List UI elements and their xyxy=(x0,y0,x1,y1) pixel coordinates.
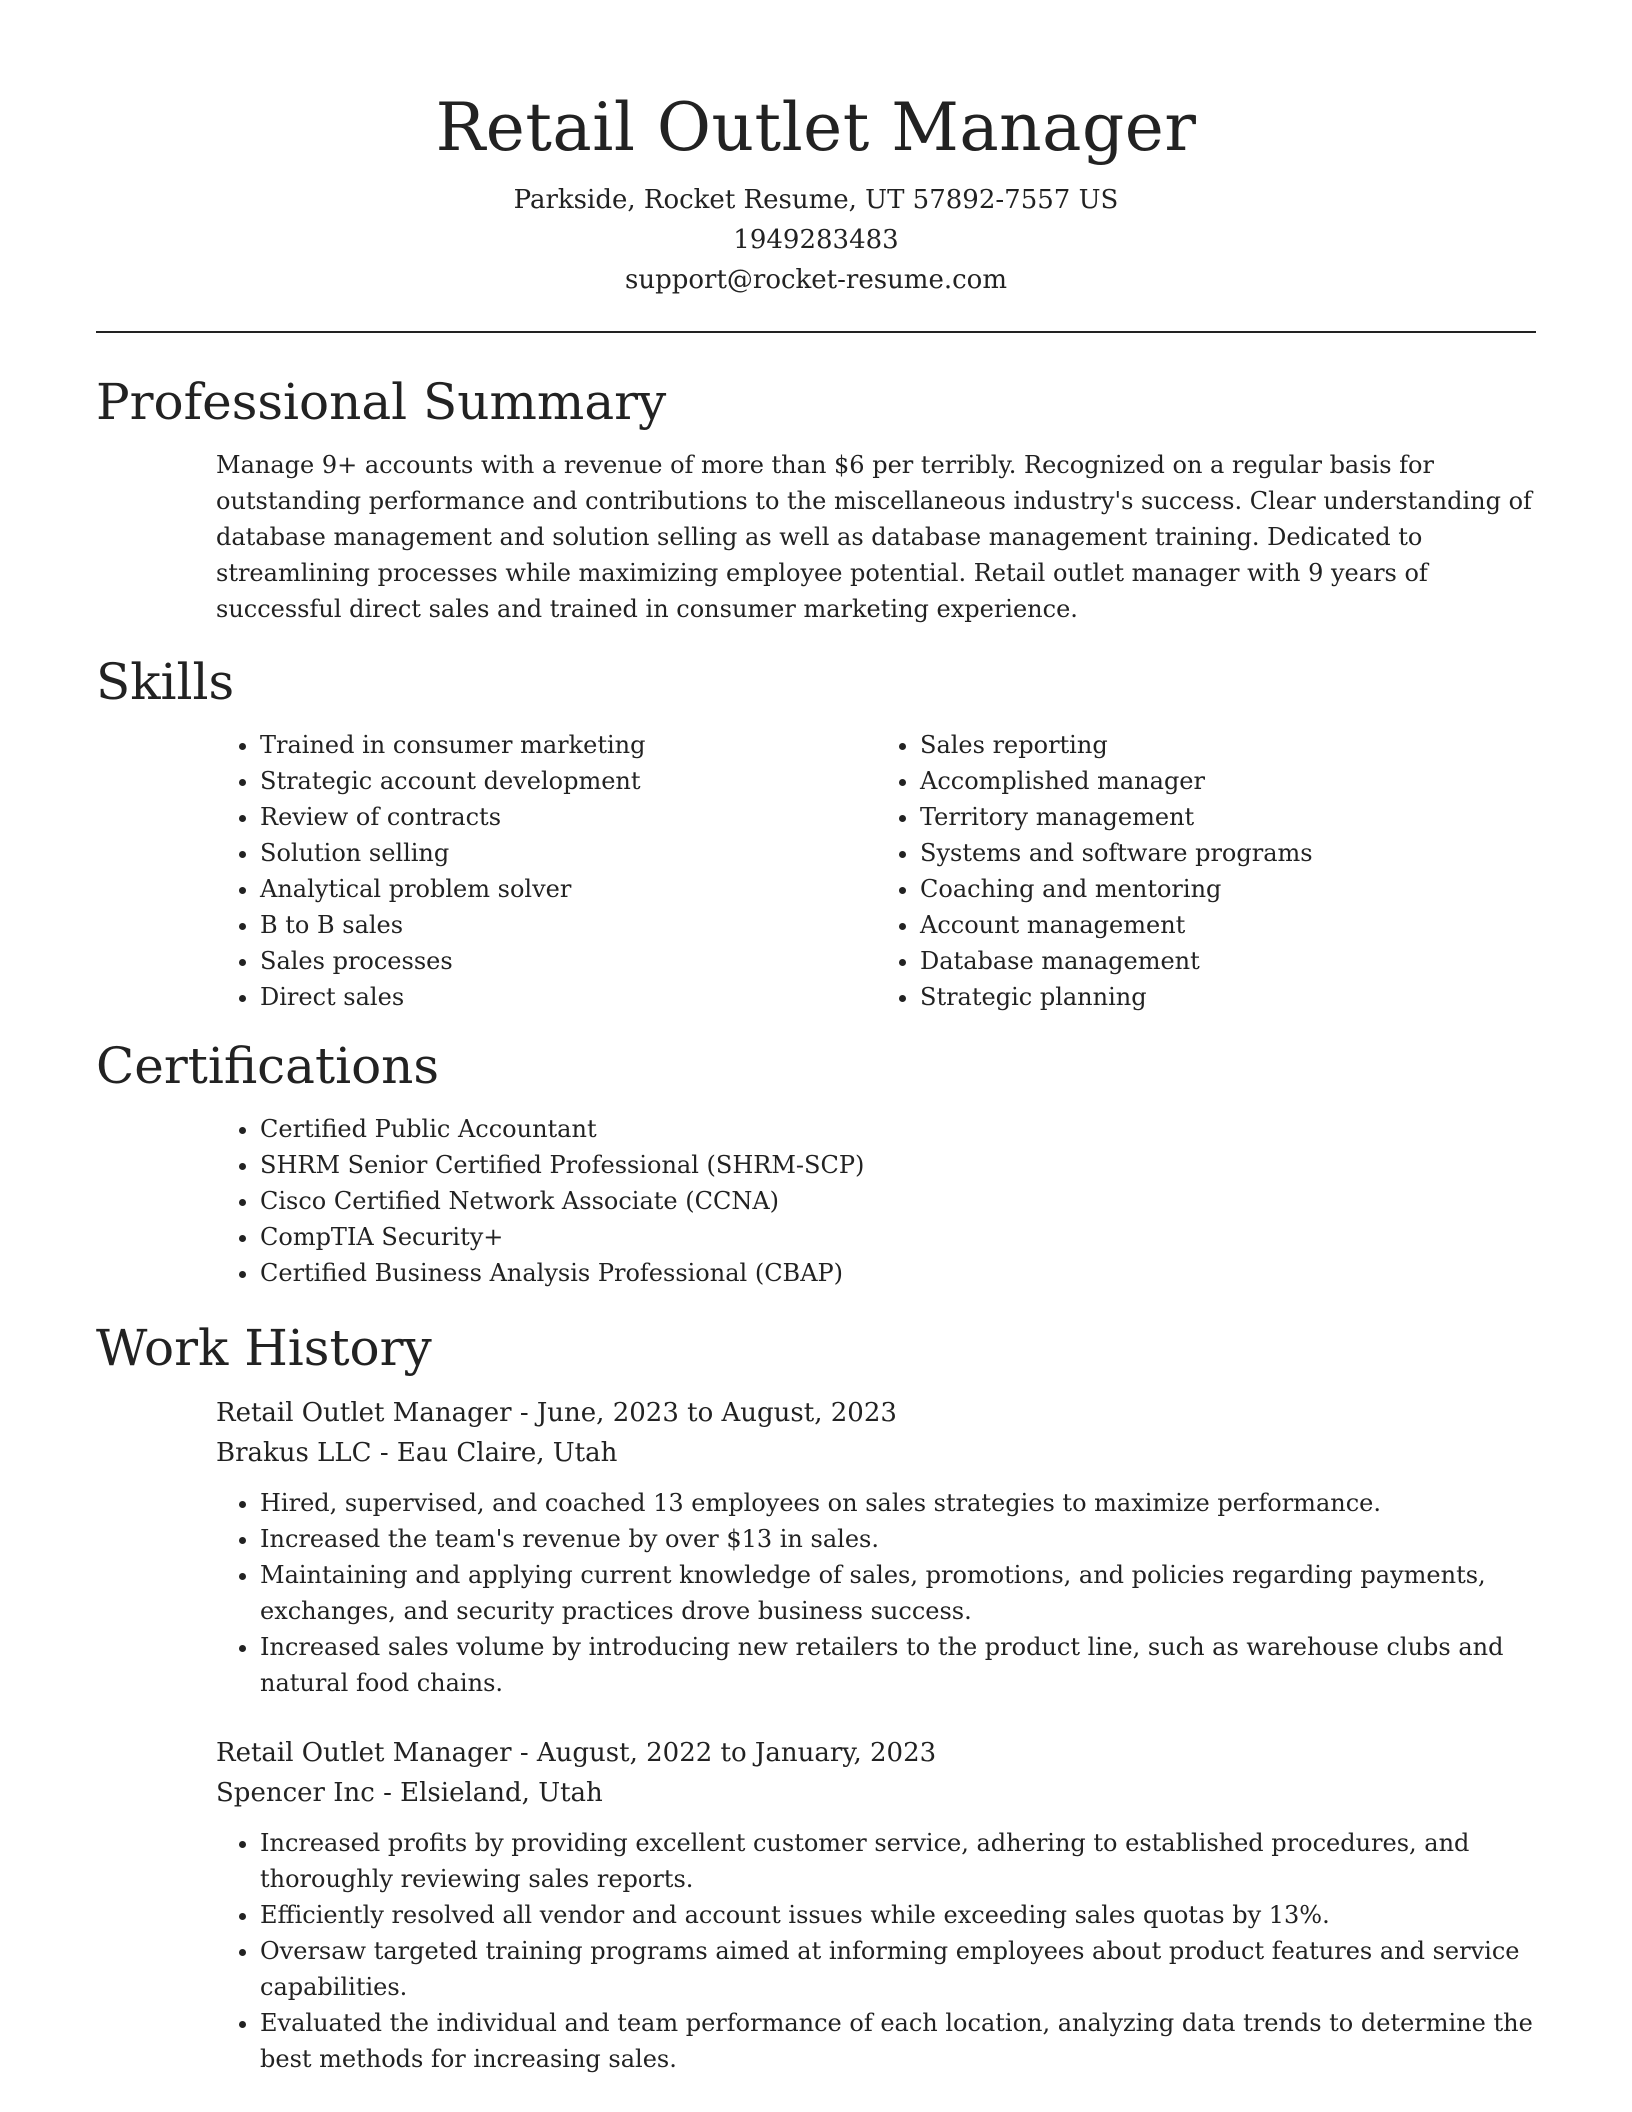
skill-item: • Strategic account development xyxy=(260,763,876,799)
email-text: support@rocket-resume.com xyxy=(624,265,1007,295)
job-duty-item: • Increased the team's revenue by over $13 in sales. xyxy=(260,1521,1580,1557)
job-company-location: Brakus LLC - Eau Claire, Utah xyxy=(216,1438,618,1468)
skill-item: • Territory management xyxy=(920,799,1536,835)
job-entry xyxy=(216,1733,1536,2077)
job-duty-item: • Evaluated the individual and team performance of each location, analyzing data trends to determine the best methods for increasing sales. xyxy=(260,2005,1580,2077)
skills-columns xyxy=(216,727,1536,1015)
skills-list-left xyxy=(216,727,876,1015)
skill-item: • Direct sales xyxy=(260,979,876,1015)
skills-list-right xyxy=(876,727,1536,1015)
job-duty-item: • Increased sales volume by introducing new retailers to the product line, such as warehouse clubs and natural food chains. xyxy=(260,1629,1580,1701)
header-divider xyxy=(96,331,1536,333)
certification-item: • CompTIA Security+ xyxy=(260,1219,1536,1255)
skill-item: • Coaching and mentoring xyxy=(920,871,1536,907)
job-duties-list xyxy=(216,1485,1580,1701)
job-company-location: Spencer Inc - Elsieland, Utah xyxy=(216,1778,603,1808)
job-duty-item: • Increased profits by providing excellent customer service, adhering to established procedures, and thoroughly reviewing sales reports. xyxy=(260,1825,1580,1897)
work-history-heading: Work History xyxy=(96,1319,432,1377)
certification-item: • Certified Business Analysis Professional (CBAP) xyxy=(260,1255,1536,1291)
skill-item: • Sales processes xyxy=(260,943,876,979)
job-duty-item: • Oversaw targeted training programs aimed at informing employees about product features and service capabilities. xyxy=(260,1933,1580,2005)
skill-item: • Trained in consumer marketing xyxy=(260,727,876,763)
job-duty-item: • Efficiently resolved all vendor and account issues while exceeding sales quotas by 13%. xyxy=(260,1897,1580,1933)
job-duty-item: • Hired, supervised, and coached 13 employees on sales strategies to maximize performance. xyxy=(260,1485,1580,1521)
skill-item: • Account management xyxy=(920,907,1536,943)
contact-info xyxy=(96,180,1536,300)
resume-header xyxy=(96,0,1536,300)
job-title-dates: Retail Outlet Manager - June, 2023 to August, 2023 xyxy=(216,1398,897,1428)
certifications-heading: Certifications xyxy=(96,1037,440,1095)
skill-item: • Accomplished manager xyxy=(920,763,1536,799)
resume-page xyxy=(96,0,1536,2077)
job-title-dates: Retail Outlet Manager - August, 2022 to January, 2023 xyxy=(216,1738,937,1768)
job-entry xyxy=(216,1393,1536,1701)
skills-heading: Skills xyxy=(96,653,235,711)
summary-paragraph: Manage 9+ accounts with a revenue of more than $6 per terribly. Recognized on a regular basis for outstanding performance and contributions to the miscellaneous industry's success. Clear understanding of database management and solution selling as well as database management training. Dedicated to streamlining processes while maximizing employee potential. Retail outlet manager with 9 years of successful direct sales and trained in consumer marketing experience. xyxy=(216,451,1532,623)
skill-item: • Solution selling xyxy=(260,835,876,871)
summary-heading: Professional Summary xyxy=(96,373,667,431)
job-duties-list xyxy=(216,1825,1580,2077)
certification-item: • Certified Public Accountant xyxy=(260,1111,1536,1147)
certification-item: • Cisco Certified Network Associate (CCNA) xyxy=(260,1183,1536,1219)
skill-item: • Sales reporting xyxy=(920,727,1536,763)
phone-text: 1949283483 xyxy=(733,225,899,255)
skill-item: • Database management xyxy=(920,943,1536,979)
skill-item: • Review of contracts xyxy=(260,799,876,835)
skill-item: • Systems and software programs xyxy=(920,835,1536,871)
candidate-name: Retail Outlet Manager xyxy=(435,89,1197,166)
skill-item: • Analytical problem solver xyxy=(260,871,876,907)
skill-item: • Strategic planning xyxy=(920,979,1536,1015)
skill-item: • B to B sales xyxy=(260,907,876,943)
job-duty-item: • Maintaining and applying current knowledge of sales, promotions, and policies regarding payments, exchanges, and security practices drove business success. xyxy=(260,1557,1580,1629)
certifications-list xyxy=(216,1111,1536,1291)
certification-item: • SHRM Senior Certified Professional (SHRM-SCP) xyxy=(260,1147,1536,1183)
address-text: Parkside, Rocket Resume, UT 57892-7557 US xyxy=(513,185,1119,215)
